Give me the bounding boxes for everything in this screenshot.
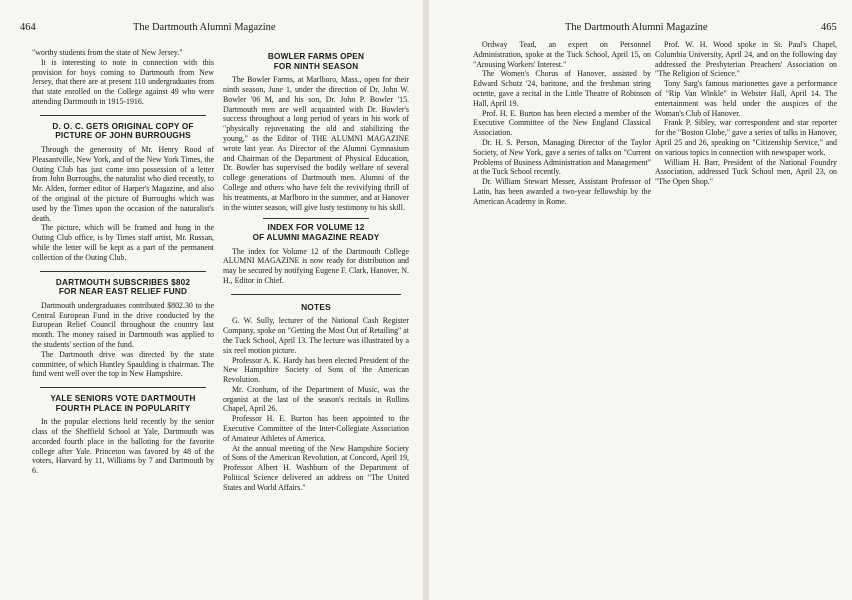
section-divider [231, 294, 401, 295]
yale-paragraph: In the popular elections held recently by the senior class of the Sheffield School at Yale, Dartmouth was accorded fourth place in the balloting for the favorite college after Yale. Princeton was favored by 48 of the voters, Harvard by 11, Williams by 7 and Dartmouth by 6. [32, 417, 214, 476]
note-item: The Women's Chorus of Hanover, assisted by Edward Schutz '24, baritone, and the freshman string octette, gave a recital in the Little Theatre of Robinson Hall, April 19. [473, 69, 651, 108]
note-item: Prof. H. E. Burton has been elected a member of the Executive Committee of the New England Classical Association. [473, 108, 651, 138]
right-page [429, 0, 852, 600]
note-item: Dr. William Stewart Messer, Assistant Professor of Latin, has been awarded a two-year fellowship by the American Academy in Rome. [473, 177, 651, 206]
left-column-2 [223, 48, 409, 493]
left-column-1 [32, 48, 214, 476]
intro-paragraph: "worthy students from the state of New Jersey." [32, 48, 183, 57]
note-item: Professor A. K. Hardy has been elected President of the New Hampshire Society of Sons of the American Revolution. [223, 355, 409, 385]
section-divider [263, 218, 369, 219]
left-page [0, 0, 423, 600]
burroughs-paragraph: The picture, which will be framed and hung in the Outing Club office, is by Times staff artist, Mr. Russan, while the letter will be kept as a part of the permanent collection of the Outing Club. [32, 223, 214, 262]
section-heading-relief-fund: DARTMOUTH SUBSCRIBES $802 FOR NEAR EAST RELIEF FUND [55, 277, 191, 297]
note-item: Prof. W. H. Wood spoke in St. Paul's Chapel, Columbia University, April 24, and on the following day addressed the Presbyterian Preachers' Association on "The Religion of Science." [655, 40, 837, 79]
relief-paragraph: Dartmouth undergraduates contributed $802.30 to the Central European Fund in the drive conducted by the European Relief Council throughout the country last month. The money raised in Dartmouth was applied to the students' section of the fund. [32, 300, 214, 349]
section-divider [40, 115, 206, 116]
left-page-number: 464 [20, 22, 36, 33]
left-running-title: The Dartmouth Alumni Magazine [133, 22, 276, 33]
note-item: At the annual meeting of the New Hampshire Society of Sons of the American Revolution, at Concord, April 19, Professor Albert H. Washburn of the Department of Political Science delivered an address on "The United States and World Affairs." [223, 443, 409, 492]
note-item: Tony Sarg's famous marionettes gave a performance of "Rip Van Winkle" in Webster Hall, April 14. The entertainment was held under the auspices of the Woman's Club of Hanover. [655, 79, 837, 118]
section-heading-burroughs: D. O. C. GETS ORIGINAL COPY OF PICTURE OF JOHN BURROUGHS [52, 121, 194, 141]
section-divider [40, 271, 206, 272]
relief-paragraph: The Dartmouth drive was directed by the state committee, of which Huntley Spaulding is chairman. The fund went well over the top in New Hampshire. [32, 349, 214, 379]
note-item: Frank P. Sibley, war correspondent and star reporter for the "Boston Globe," gave a series of talks in Hanover, April 25 and 26, speaking on "Citizenship Service," and on various topics in connection with newspaper work. [655, 118, 837, 157]
right-running-title: The Dartmouth Alumni Magazine [565, 22, 708, 33]
right-column-1 [473, 40, 651, 207]
note-item: Ordway Tead, an expert on Personnel Administration, spoke at the Tuck School, April 15, on "Arousing Workers' Interest." [473, 40, 651, 69]
index-paragraph: The index for Volume 12 of the Dartmouth College ALUMNI MAGAZINE is now ready for distribution and may be secured by notifying Eugene F. Clark, Hanover, N. H., Editor in Chief. [223, 246, 409, 285]
note-item: G. W. Sully, lecturer of the National Cash Register Company, spoke on "Getting the Most Out of Retailing" at the Tuck School, April 13. The lecture was illustrated by a six reel motion picture. [223, 316, 409, 355]
note-item: Dr. H. S. Person, Managing Director of the Taylor Society, of New York, gave a series of talks on "Current Problems of Business Administration and Management" at the Tuck School recently. [473, 137, 651, 177]
note-item: Mr. Cronham, of the Department of Music, was the organist at the last of the season's recitals in Rollins Chapel, April 26. [223, 384, 409, 414]
section-divider [40, 387, 206, 388]
section-heading-index: INDEX FOR VOLUME 12 OF ALUMNI MAGAZINE READY [252, 223, 380, 242]
note-item: Professor H. E. Burton has been appointed to the Executive Committee of the Inter-Collegiate Association of Amateur Athletes of America. [223, 414, 409, 443]
burroughs-paragraph: Through the generosity of Mr. Henry Rood of Pleasantville, New York, and of the New York Times, the Outing Club has just come into possession of a letter from John Burroughs, the naturalist who died recently, to Mr. Alden, former editor of Harper's Magazine, and also of the original of the picture of Burroughs which was used by the Times upon the occasion of the naturalist's death. [32, 144, 214, 223]
right-column-2 [655, 40, 837, 187]
note-item: William H. Barr, President of the National Foundry Association, addressed Tuck School men, April 23, on "The Open Shop." [655, 157, 837, 187]
section-heading-bowler-farms: BOWLER FARMS OPEN FOR NINTH SEASON [267, 52, 365, 71]
section-heading-yale: YALE SENIORS VOTE DARTMOUTH FOURTH PLACE IN POPULARITY [50, 394, 196, 413]
bowler-paragraph: The Bowler Farms, at Marlboro, Mass., open for their ninth season, June 1, under the direction of Dr. John W. Bowler '06 M, and his son, Dr. John P. Bowler '15. Dartmouth men are well acquainted with Dr. Bowler's success throughout a long period of years in his work of "physically rejuvenating the old and stabilizing the young," as the Editor of THE ALUMNI MAGAZINE wrote last year. As Director of the Alumni Gymnasium and Chairman of the Department of Physical Education, Dr. Bowler has supervised the bodily welfare of several college generations of Dartmouth men. Alumni of the College and others who have felt the revivifying thrill of his treatments, at Marlboro in the summer, and at Hanover in the winter season, will give lusty testimony to his skill. [223, 75, 409, 212]
intro-paragraph: It is interesting to note in connection with this provision for boys coming to Dartmouth from New Jersey, that there are at present 110 undergraduates from that state enrolled on the College against 49 who were attending Dartmouth in 1915-1916. [32, 57, 214, 106]
notes-heading: NOTES [301, 301, 331, 312]
right-page-number: 465 [821, 22, 837, 33]
